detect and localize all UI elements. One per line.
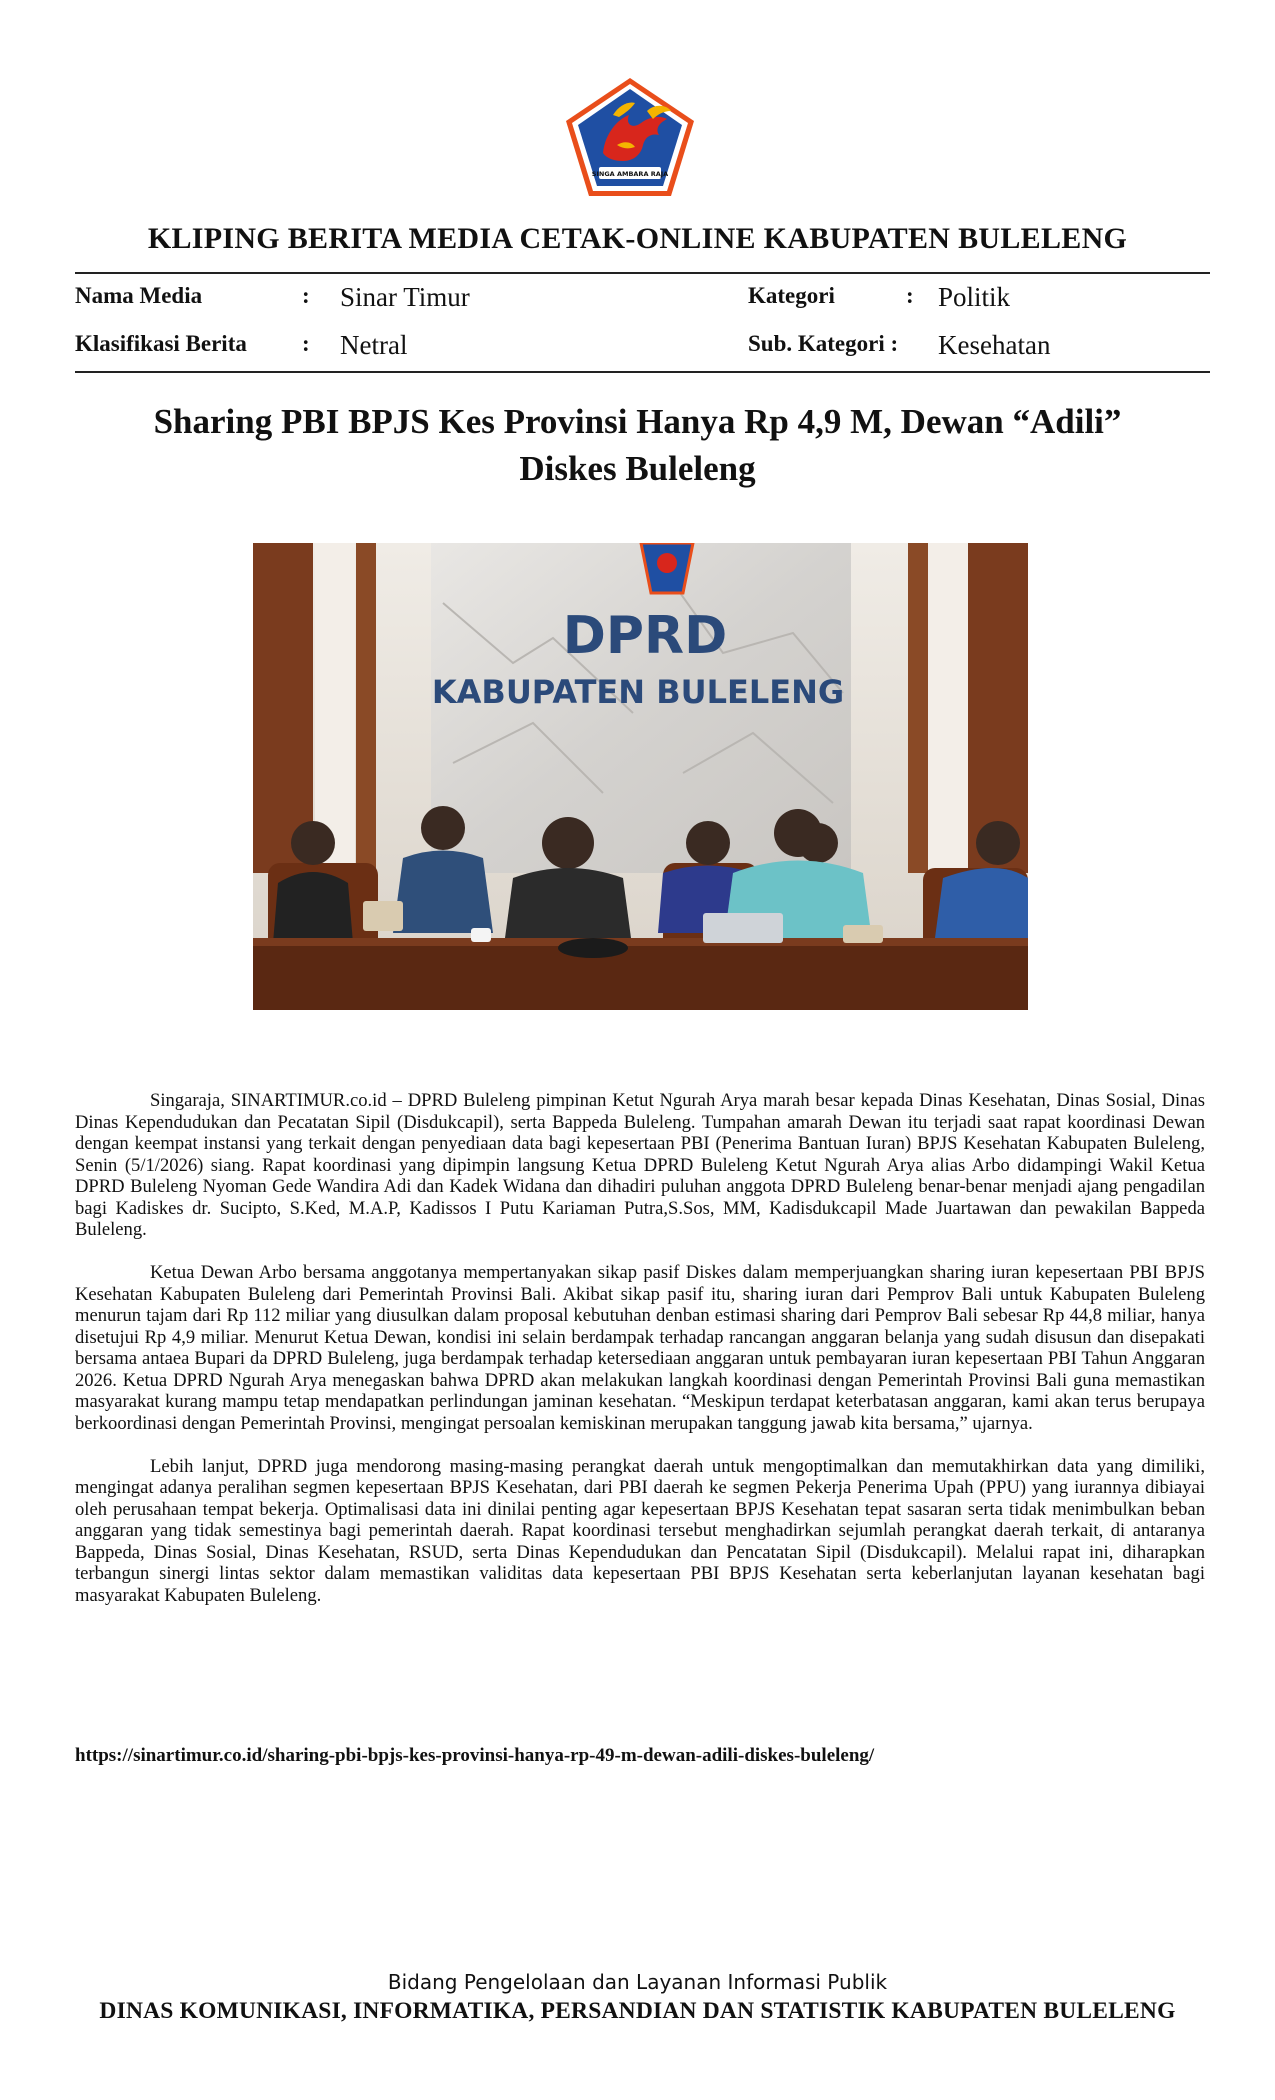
header-top-rule (75, 272, 1210, 274)
buleleng-crest-logo (563, 75, 698, 200)
subcategory-value: Kesehatan (938, 330, 1051, 360)
category-colon: : (906, 283, 914, 308)
header-bottom-rule (75, 371, 1210, 373)
article-paragraph-2: Ketua Dewan Arbo bersama anggotanya mempertanyakan sikap pasif Diskes dalam memperjuangkan sharing iuran kepesertaan PBI BPJS Kesehatan Kabupaten Buleleng dari Pemerintah Provinsi Bali. Akibat sikap pasif itu, sharing iuran dari Pemprov Bali untuk Kabupaten Buleleng menurun tajam dari Rp 112 miliar yang diusulkan dalam proposal kebutuhan denban estimasi sharing dari Pemprov Bali sebesar Rp 44,8 miliar, hanya disetujui Rp 4,9 miliar. Menurut Ketua Dewan, kondisi ini selain berdampak terhadap rancangan anggaran belanja yang sudah disusun dan disepakati bersama antaea Bupari da DPRD Buleleng, juga berdampak terhadap ketersediaan anggaran untuk pembayaran iuran kepesertaan PBI Tahun Anggaran 2026. Ketua DPRD Ngurah Arya menegaskan bahwa DPRD akan melakukan langkah koordinasi dengan Pemerintah Provinsi Bali guna memastikan masyarakat kurang mampu tetap mendapatkan perlindungan jaminan kesehatan. “Meskipun terdapat keterbatasan anggaran, kami akan terus berupaya berkoordinasi dengan Pemerintah Provinsi, mengingat persoalan kemiskinan merupakan tanggung jawab kita bersama,” ujarnya. (75, 1262, 1205, 1434)
article-title-line-1: Sharing PBI BPJS Kes Provinsi Hanya Rp 4,9 M, Dewan “Adili” (153, 402, 1122, 441)
crest-emblem-icon (563, 75, 698, 200)
logo-motto: SINGA AMBARA RAJA (591, 170, 669, 178)
media-name-colon: : (302, 283, 310, 308)
article-title-line-2: Diskes Buleleng (519, 449, 756, 488)
article-body (75, 1090, 1205, 1628)
category-value: Politik (938, 282, 1011, 312)
classification-value: Netral (340, 330, 408, 360)
article-photo (253, 543, 1028, 1010)
footer-division: Bidang Pengelolaan dan Layanan Informasi Publik (387, 1970, 888, 1994)
classification-colon: : (302, 331, 310, 356)
article-paragraph-3: Lebih lanjut, DPRD juga mendorong masing-masing perangkat daerah untuk mengoptimalkan dan memutakhirkan data yang dimiliki, mengingat adanya peralihan segmen kepesertaan BPJS Kesehatan, dari PBI daerah ke segmen Pekerja Penerima Upah (PPU) yang iurannya dibiayai oleh perusahaan tempat bekerja. Optimalisasi data ini dinilai penting agar kepesertaan BPJS Kesehatan tepat sasaran serta tidak menimbulkan beban anggaran yang tidak semestinya bagi pemerintah daerah. Rapat koordinasi tersebut menghadirkan sejumlah perangkat daerah terkait, di antaranya Bappeda, Dinas Sosial, Dinas Kesehatan, RSUD, serta Dinas Kependudukan dan Pencatatan Sipil (Disdukcapil). Melalui rapat ini, diharapkan terbangun sinergi lintas sektor dalam memastikan validitas data kepesertaan PBI BPJS Kesehatan serta keberlanjutan layanan kesehatan bagi masyarakat Kabupaten Buleleng. (75, 1455, 1205, 1606)
source-link[interactable]: https://sinartimur.co.id/sharing-pbi-bpjs-kes-provinsi-hanya-rp-49-m-dewan-adili-diskes-buleleng/ (75, 1745, 875, 1766)
media-name-label: Nama Media (75, 283, 203, 308)
photo-sign-kabupaten: KABUPATEN BULELENG (431, 673, 845, 711)
classification-label: Klasifikasi Berita (75, 331, 247, 356)
photo-sign-dprd: DPRD (562, 606, 728, 666)
subcategory-label: Sub. Kategori : (748, 331, 899, 356)
footer-agency: DINAS KOMUNIKASI, INFORMATIKA, PERSANDIAN DAN STATISTIK KABUPATEN BULELENG (99, 1998, 1176, 2024)
category-label: Kategori (748, 283, 835, 308)
article-paragraph-1: Singaraja, SINARTIMUR.co.id – DPRD Buleleng pimpinan Ketut Ngurah Arya marah besar kepada Dinas Kesehatan, Dinas Sosial, Dinas Dinas Kependudukan dan Pecatatan Sipil (Disdukcapil), serta Bappeda Buleleng. Tumpahan amarah Dewan itu terjadi saat rapat koordinasi Dewan dengan keempat instansi yang terkait dengan penyediaan data bagi kepesertaan PBI (Penerima Bantuan Iuran) BPJS Kesehatan Kabupaten Buleleng, Senin (5/1/2026) siang. Rapat koordinasi yang dipimpin langsung Ketua DPRD Buleleng Ketut Ngurah Arya alias Arbo didampingi Wakil Ketua DPRD Buleleng Nyoman Gede Wandira Adi dan Kadek Widana dan dihadiri puluhan anggota DPRD Buleleng benar-benar menjadi ajang pengadilan bagi Kadiskes dr. Sucipto, S.Ked, M.A.P, Kadissos I Putu Kariaman Putra,S.Sos, MM, Kadisdukcapil Made Juartawan dan pewakilan Bappeda Buleleng. (75, 1090, 1205, 1240)
article-title (120, 398, 1155, 492)
meeting-photo-illustration (253, 543, 1028, 1010)
media-name-value: Sinar Timur (340, 282, 470, 312)
clipping-header-title: KLIPING BERITA MEDIA CETAK-ONLINE KABUPATEN BULELENG (147, 222, 1128, 255)
